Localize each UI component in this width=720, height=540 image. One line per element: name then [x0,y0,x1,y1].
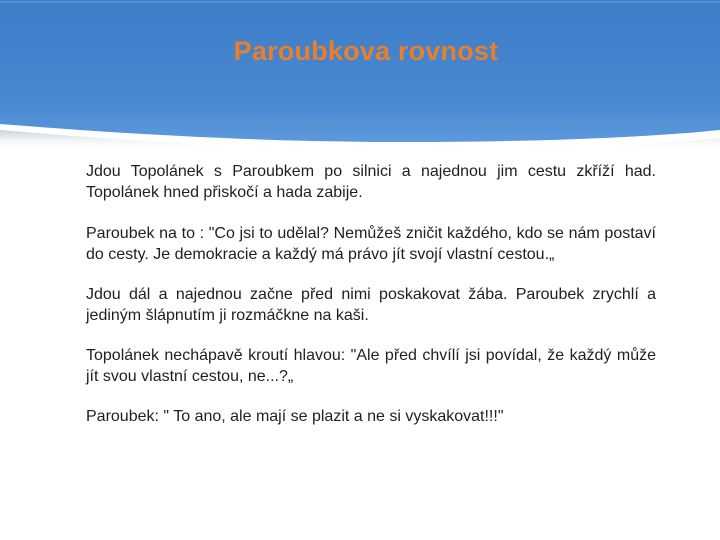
header-band [0,0,720,150]
paragraph-2: Paroubek na to : "Co jsi to udělal? Nemůžeš zničit každého, kdo se nám postaví do cesty. Je demokracie a každý má právo jít svojí vlastní cestou.„ [86,225,656,263]
header-wave-shape [0,0,720,142]
paragraph-1: Jdou Topolánek s Paroubkem po silnici a najednou jim cestu zkříží had. Topolánek hned přiskočí a hada zabije. [86,163,656,201]
paragraph-5: Paroubek: " To ano, ale mají se plazit a ne si vyskakovat!!!" [86,408,504,425]
slide-title: Paroubkova rovnost [233,36,499,66]
paragraph-3: Jdou dál a najednou začne před nimi poskakovat žába. Paroubek zrychlí a jediným šlápnutím ji rozmáčkne na kaši. [86,286,656,324]
slide-body [86,161,656,427]
paragraph-4: Topolánek nechápavě kroutí hlavou: "Ale před chvílí jsi povídal, že každý může jít svou vlastní cestou, ne...?„ [86,347,656,385]
